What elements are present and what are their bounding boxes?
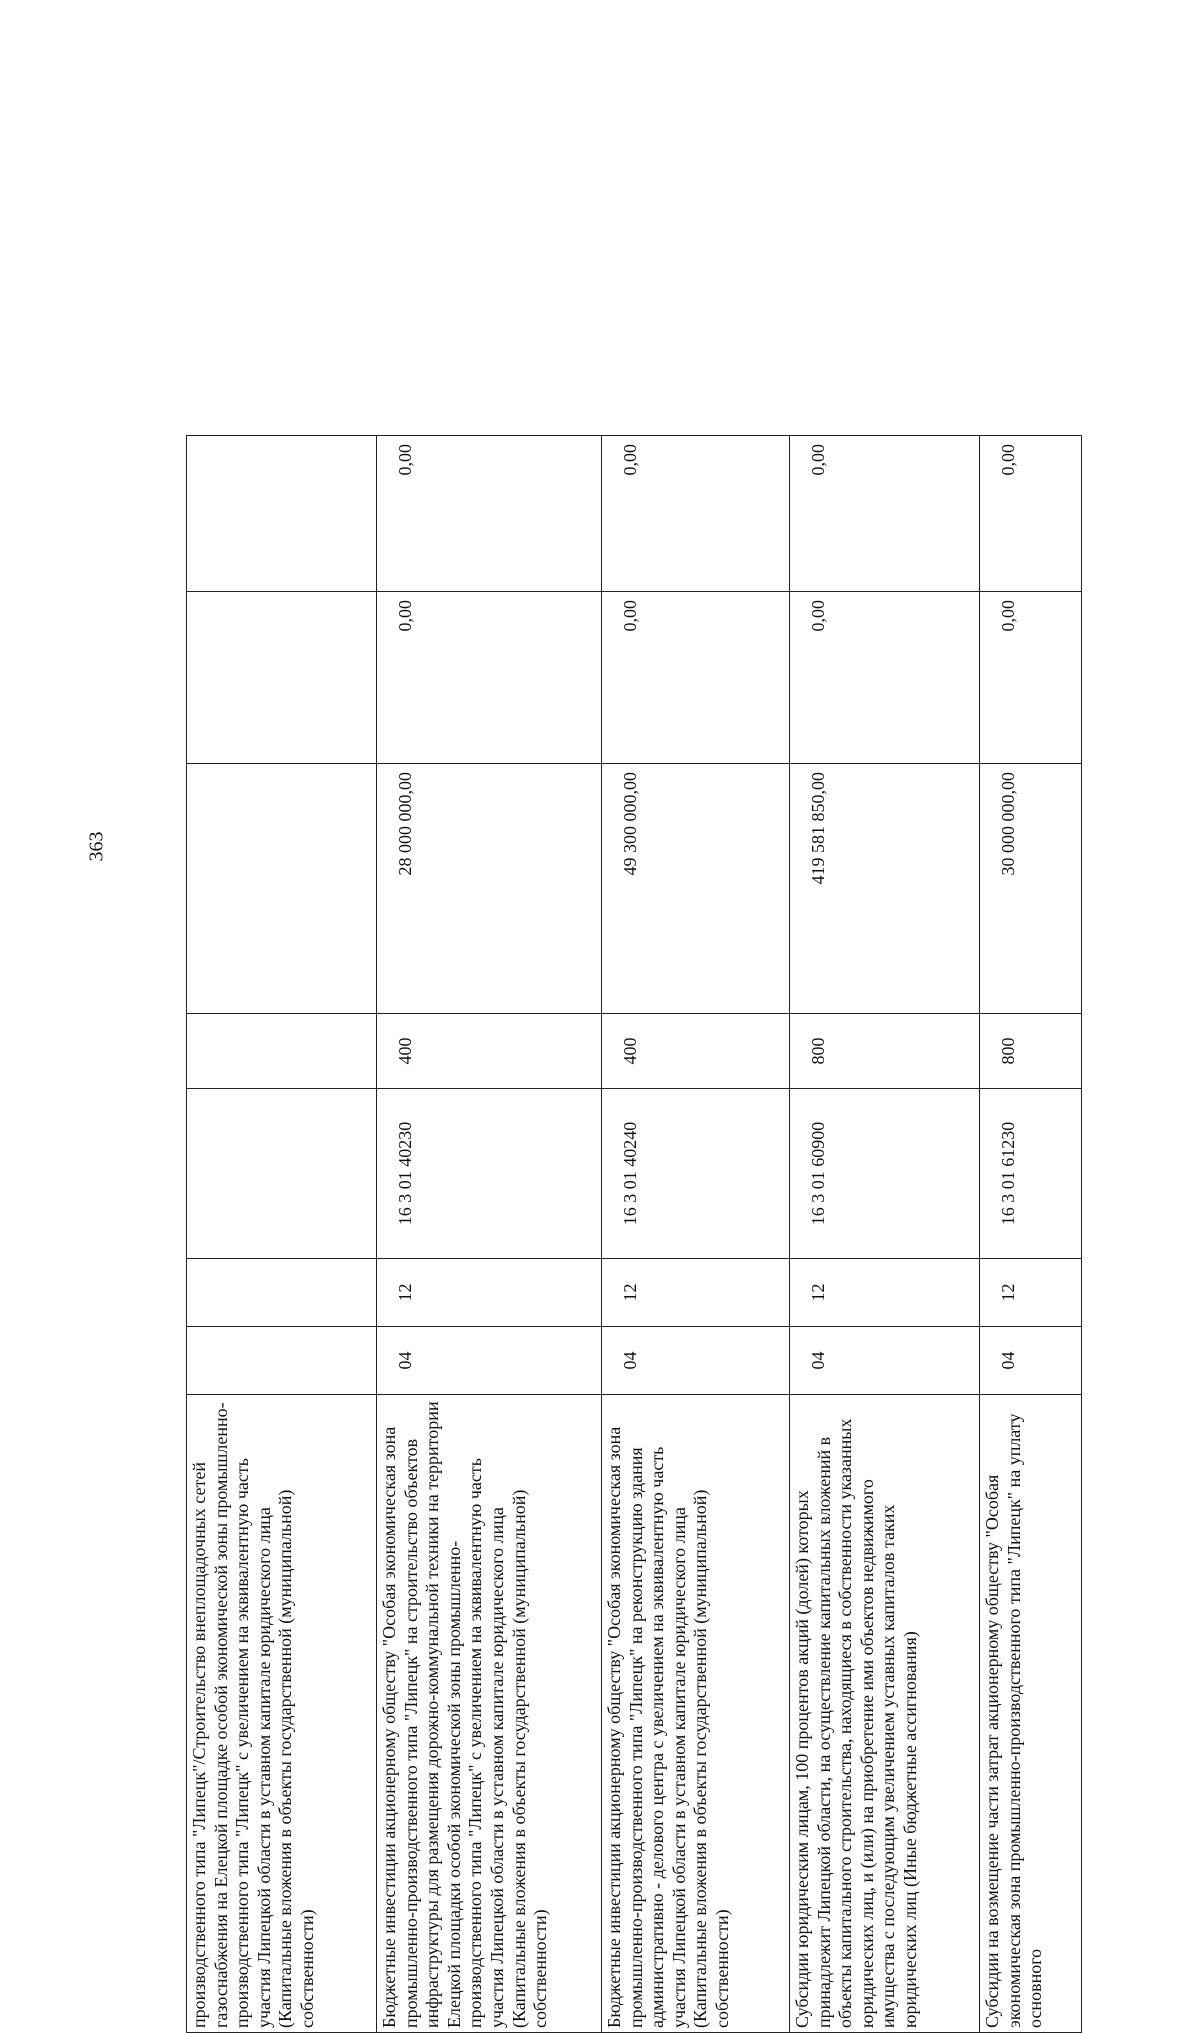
expense-type-cell: 400	[602, 1014, 790, 1089]
amount-cell-2: 0,00	[980, 592, 1082, 764]
section-code-cell: 04	[980, 1327, 1082, 1395]
subsection-code-cell	[187, 1259, 377, 1327]
amount-cell-1: 28 000 000,00	[377, 764, 602, 1014]
section-code-cell: 04	[790, 1327, 980, 1395]
row-name-cell: Бюджетные инвестиции акционерному обществу "Особая экономическая зона промышленно-производственного типа "Липецк" на реконструкцию здания административно - делового центра с увеличением на эквивалентную часть участия Липецкой области в уставном капитале юридического лица (Капитальные вложения в объекты государственной (муниципальной) собственности)	[602, 1395, 790, 2033]
amount-cell-2	[187, 592, 377, 764]
budget-table-container	[186, 436, 1081, 2033]
subsection-code-cell: 12	[980, 1259, 1082, 1327]
amount-cell-1: 419 581 850,00	[790, 764, 980, 1014]
amount-cell-1: 30 000 000,00	[980, 764, 1082, 1014]
amount-cell-2: 0,00	[790, 592, 980, 764]
section-code-cell	[187, 1327, 377, 1395]
table-row	[187, 436, 377, 2033]
subsection-code-cell: 12	[790, 1259, 980, 1327]
table-row	[602, 436, 790, 2033]
amount-cell-2: 0,00	[602, 592, 790, 764]
table-row	[377, 436, 602, 2033]
target-article-cell: 16 3 01 40230	[377, 1089, 602, 1259]
section-code-cell: 04	[377, 1327, 602, 1395]
row-name-cell: Субсидии юридическим лицам, 100 процентов акций (долей) которых принадлежит Липецкой области, на осуществление капитальных вложений в объекты капитального строительства, находящиеся в собственности указанных юридических лиц, и (или) на приобретение ими объектов недвижимого имущества с последующим увеличением уставных капиталов таких юридических лиц (Иные бюджетные ассигнования)	[790, 1395, 980, 2033]
page-number: 363	[85, 831, 108, 862]
amount-cell-1: 49 300 000,00	[602, 764, 790, 1014]
budget-table	[186, 435, 1082, 2033]
expense-type-cell: 800	[790, 1014, 980, 1089]
row-name-cell: производственного типа "Липецк"/Строительство внеплощадочных сетей газоснабжения на Елецкой площадке особой экономической зоны промышленно-производственного типа "Липецк" с увеличением на эквивалентную часть участия Липецкой области в уставном капитале юридического лица (Капитальные вложения в объекты государственной (муниципальной) собственности)	[187, 1395, 377, 2033]
amount-cell-3: 0,00	[602, 436, 790, 592]
subsection-code-cell: 12	[377, 1259, 602, 1327]
amount-cell-1	[187, 764, 377, 1014]
section-code-cell: 04	[602, 1327, 790, 1395]
table-row	[790, 436, 980, 2033]
target-article-cell: 16 3 01 60900	[790, 1089, 980, 1259]
row-name-cell: Субсидии на возмещение части затрат акционерному обществу "Особая экономическая зона промышленно-производственного типа "Липецк" на уплату основного	[980, 1395, 1082, 2033]
amount-cell-3: 0,00	[377, 436, 602, 592]
subsection-code-cell: 12	[602, 1259, 790, 1327]
table-row	[980, 436, 1082, 2033]
amount-cell-3	[187, 436, 377, 592]
row-name-cell: Бюджетные инвестиции акционерному обществу "Особая экономическая зона промышленно-производственного типа "Липецк" на строительство объектов инфраструктуры для размещения дорожно-коммунальной техники на территории Елецкой площадки особой экономической зоны промышленно-производственного типа "Липецк" с увеличением на эквивалентную часть участия Липецкой области в уставном капитале юридического лица (Капитальные вложения в объекты государственной (муниципальной) собственности)	[377, 1395, 602, 2033]
amount-cell-3: 0,00	[790, 436, 980, 592]
expense-type-cell	[187, 1014, 377, 1089]
expense-type-cell: 400	[377, 1014, 602, 1089]
expense-type-cell: 800	[980, 1014, 1082, 1089]
amount-cell-2: 0,00	[377, 592, 602, 764]
amount-cell-3: 0,00	[980, 436, 1082, 592]
target-article-cell	[187, 1089, 377, 1259]
target-article-cell: 16 3 01 61230	[980, 1089, 1082, 1259]
target-article-cell: 16 3 01 40240	[602, 1089, 790, 1259]
